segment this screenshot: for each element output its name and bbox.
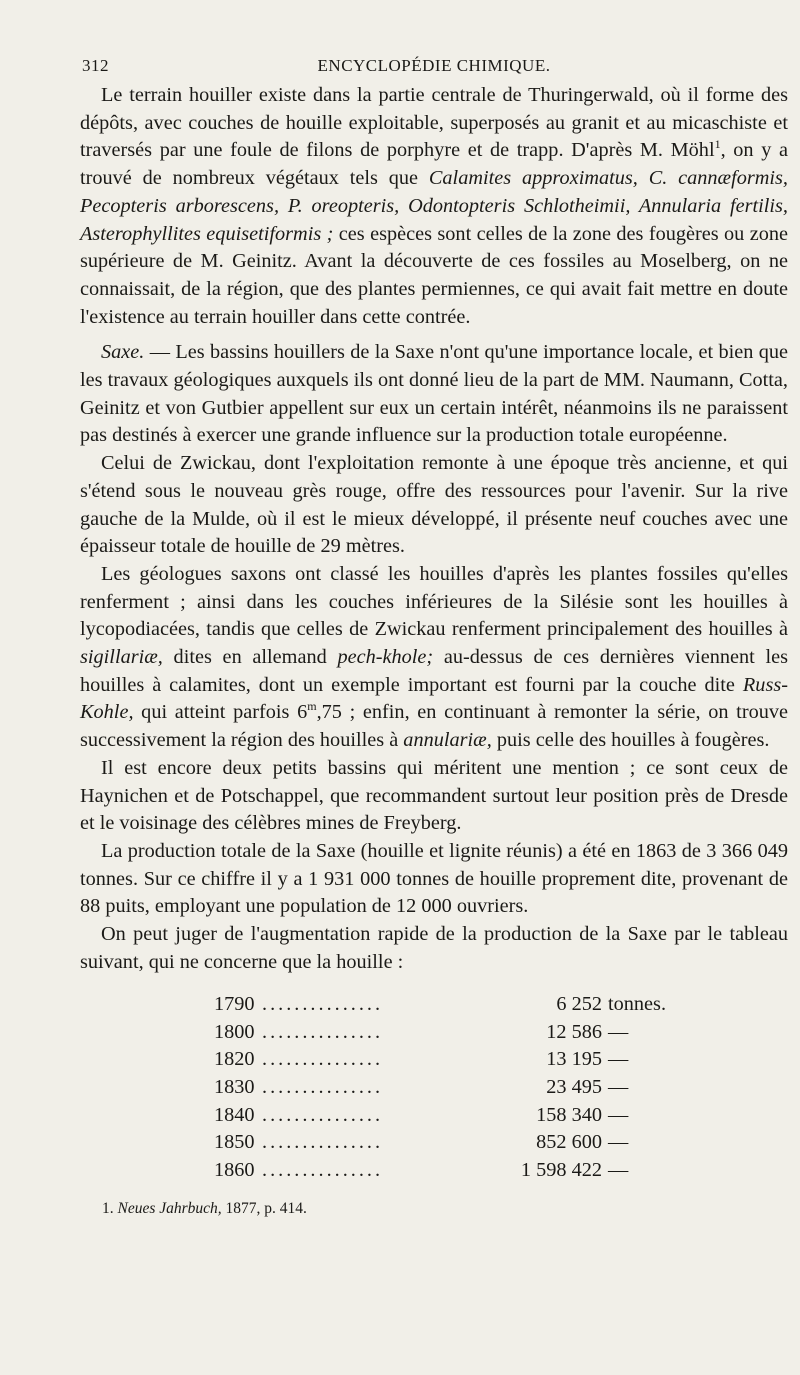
unit-cell: —: [608, 1075, 629, 1098]
value-cell: 1 598 422: [520, 1158, 602, 1181]
table-row: [214, 1129, 684, 1157]
table-row: [214, 1018, 684, 1046]
value-cell: 13 195: [546, 1048, 602, 1071]
leader-dots: ...............: [262, 1048, 384, 1071]
value-cell: 158 340: [536, 1103, 602, 1126]
unit-cell: —: [608, 1103, 629, 1126]
leader-dots: ...............: [262, 1158, 384, 1181]
footnote: 1. Neues Jahrbuch, 1877, p. 414.: [102, 1200, 307, 1218]
paragraph-small-basins: Il est encore deux petits bassins qui méritent une mention ; ce sont ceux de Haynichen et de Potschappel, que recommandent surtout leur position près de Dresde et le voisinage des célèbres mines de Freyberg.: [80, 756, 788, 835]
unit-cell: —: [608, 1048, 629, 1071]
footnote-marker[interactable]: 1: [714, 137, 721, 152]
unit-cell: —: [608, 1158, 629, 1181]
table-row: [214, 1074, 684, 1102]
year-cell: 1850: [214, 1131, 255, 1154]
year-cell: 1800: [214, 1020, 255, 1043]
unit-cell: —: [608, 1131, 629, 1154]
table-row: [214, 1157, 684, 1185]
table-row: [214, 1046, 684, 1074]
page: [80, 52, 788, 1218]
page-header: [80, 52, 788, 82]
section-title-saxe: Saxe.: [101, 341, 145, 364]
leader-dots: ...............: [262, 992, 384, 1015]
paragraph-thuringerwald: Le terrain houiller existe dans la partie centrale de Thuringerwald, où il forme des dépôts, avec couches de houille exploitable, superposés au granit et au micaschiste et traversés par une foule de filons de porphyre et de trapp. D'après M. Möhl$^1$, on y a trouvé de nombreux végétaux tels que Calamites approximatus, C. cannæformis, Pecopteris arborescens, P. oreopteris, Odontopteris Schlotheimii, Annularia fertilis, Asterophyllites equisetiformis ; ces espèces sont celles de la zone des fougères ou zone supérieure de M. Geinitz. Avant la découverte de ces fossiles au Moselberg, on ne connaissait, de la région, que des plantes permiennes, ce qui avait fait mettre en doute l'existence au terrain houiller dans cette contrée.: [80, 84, 789, 328]
value-cell: 852 600: [536, 1131, 602, 1154]
leader-dots: ...............: [262, 1075, 384, 1098]
leader-dots: ...............: [262, 1131, 384, 1154]
year-cell: 1790: [214, 992, 255, 1015]
page-number: 312: [82, 56, 109, 75]
value-cell: 12 586: [546, 1020, 602, 1043]
year-cell: 1840: [214, 1103, 255, 1126]
paragraph-zwickau: Celui de Zwickau, dont l'exploitation remonte à une époque très ancienne, et qui s'étend sous le nouveau grès rouge, offre des ressources pour l'avenir. Sur la rive gauche de la Mulde, où il est le mieux développé, il présente neuf couches avec une épaisseur totale de houille de 29 mètres.: [80, 452, 788, 558]
value-cell: 23 495: [546, 1075, 602, 1098]
table-row: [214, 1101, 684, 1129]
page-body: [80, 82, 788, 977]
table-row: [214, 991, 684, 1019]
year-cell: 1830: [214, 1075, 255, 1098]
year-cell: 1860: [214, 1158, 255, 1181]
running-title: ENCYCLOPÉDIE CHIMIQUE.: [317, 56, 551, 75]
paragraph-table-intro: On peut juger de l'augmentation rapide de la production de la Saxe par le tableau suivant, qui ne concerne que la houille :: [80, 923, 788, 973]
paragraph-production: La production totale de la Saxe (houille et lignite réunis) a été en 1863 de 3 366 049 tonnes. Sur ce chiffre il y a 1 931 000 tonnes de houille proprement dite, provenant de 88 puits, employant une population de 12 000 ouvriers.: [80, 839, 788, 918]
production-table: [214, 991, 684, 1185]
leader-dots: ...............: [262, 1103, 384, 1126]
value-cell: 6 252: [556, 992, 602, 1015]
unit-cell: tonnes.: [608, 992, 667, 1015]
leader-dots: ...............: [262, 1020, 384, 1043]
unit-cell: —: [608, 1020, 629, 1043]
year-cell: 1820: [214, 1048, 255, 1071]
paragraph-saxe: Saxe. — Les bassins houillers de la Saxe n'ont qu'une importance locale, et bien que les travaux géologiques auxquels ils ont donné lieu de la part de MM. Naumann, Cotta, Geinitz et von Gutbier appellent sur eux un certain intérêt, néanmoins ils ne paraissent pas destinés à exercer une grande influence sur la production totale européenne.: [80, 341, 789, 447]
paragraph-classification: Les géologues saxons ont classé les houilles d'après les plantes fossiles qu'elles renferment ; ainsi dans les couches inférieures de la Silésie sont les houilles à lycopodiacées, tandis que celles de Zwickau renferment principalement des houilles à sigillariæ, dites en allemand pech-khole; au-dessus de ces dernières viennent les houilles à calamites, dont un exemple important est fourni par la couche dite Russ-Kohle, qui atteint parfois 6$^m$,75 ; enfin, en continuant à remonter la série, on trouve successivement la région des houilles à annulariæ, puis celle des houilles à fougères.: [80, 562, 788, 752]
